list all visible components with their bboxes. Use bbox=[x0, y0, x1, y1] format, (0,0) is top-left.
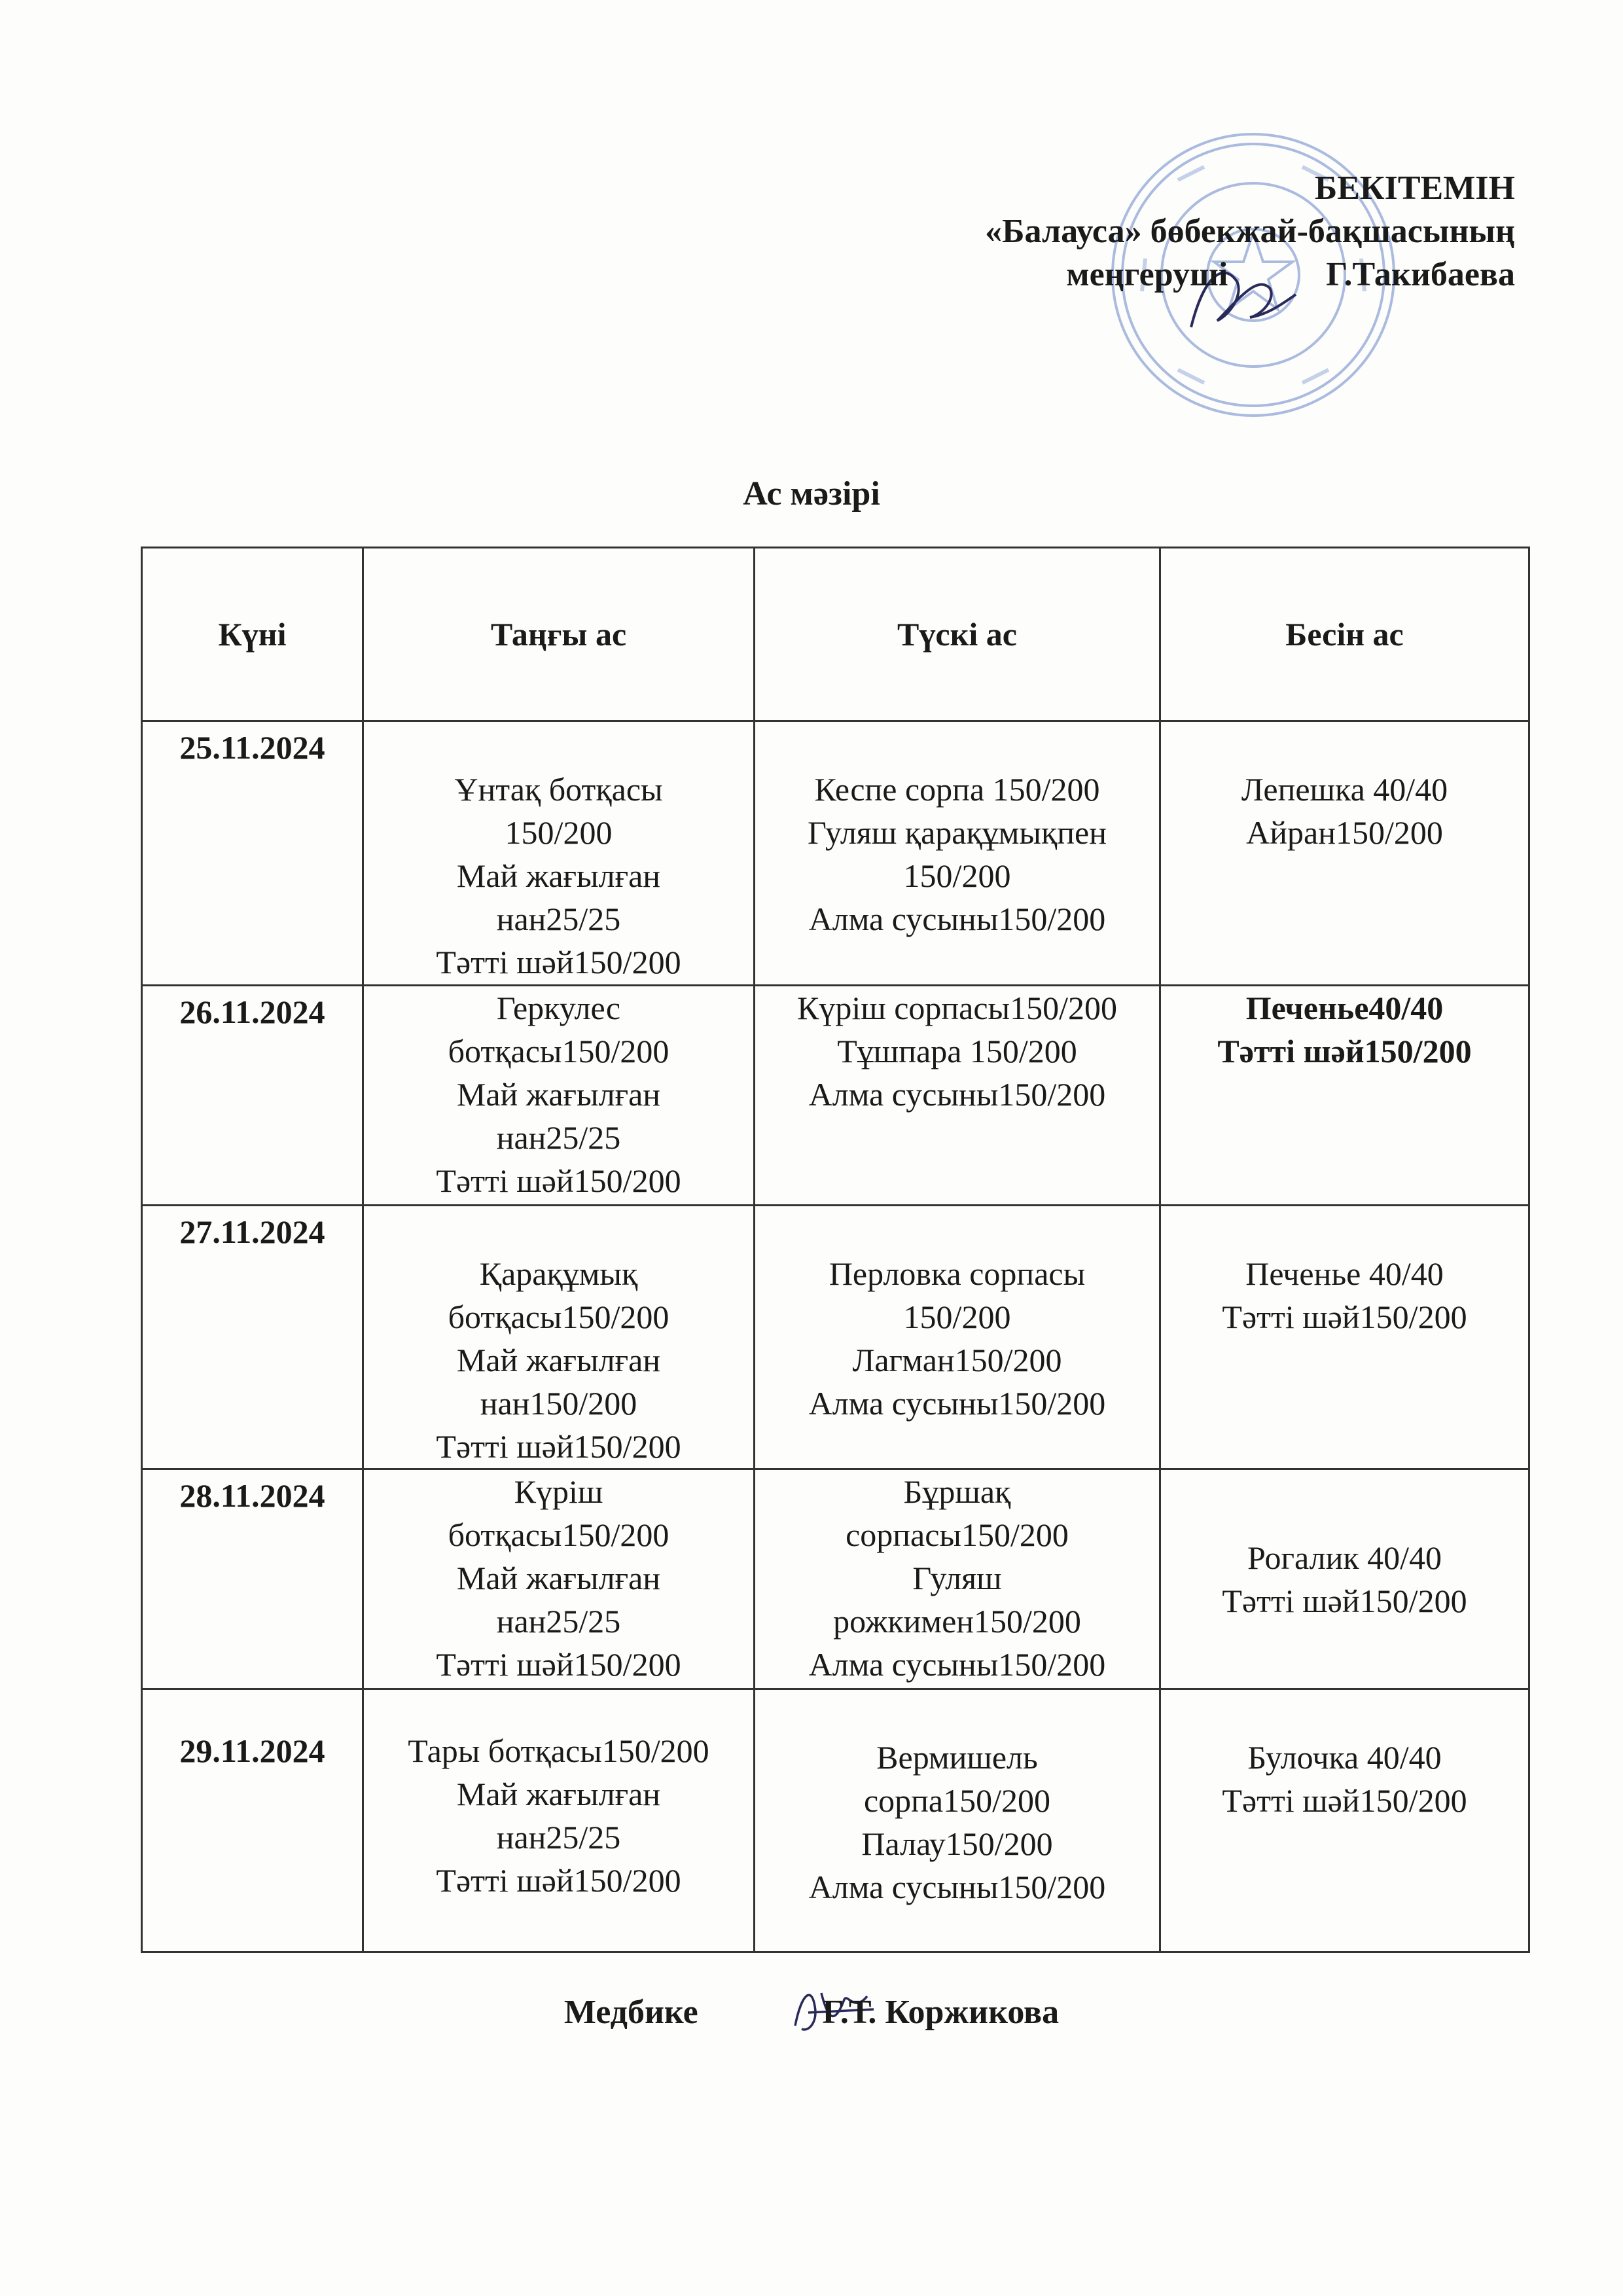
approval-signatory bbox=[730, 253, 1515, 296]
menu-item: Тәтті шәй150/200 bbox=[436, 1162, 681, 1199]
approval-organization: «Балауса» бөбекжай-бақшасының bbox=[985, 213, 1515, 250]
menu-item: ботқасы150/200 bbox=[448, 1299, 669, 1335]
menu-item: Палау150/200 bbox=[861, 1825, 1053, 1862]
menu-item: Май жағылған bbox=[456, 1560, 661, 1596]
table-row bbox=[142, 986, 1529, 1206]
table-header-row bbox=[142, 548, 1529, 721]
menu-item: сорпасы150/200 bbox=[846, 1516, 1069, 1553]
menu-item: нан150/200 bbox=[480, 1385, 637, 1422]
menu-item: Алма сусыны150/200 bbox=[808, 1076, 1106, 1113]
menu-item: Ұнтақ ботқасы bbox=[454, 771, 663, 808]
breakfast-cell bbox=[363, 1206, 755, 1469]
menu-item: Май жағылған bbox=[456, 857, 661, 894]
menu-item: Тәтті шәй150/200 bbox=[1222, 1299, 1467, 1335]
footer-name: Г.Т. Коржикова bbox=[822, 1994, 1060, 2031]
table-row bbox=[142, 1469, 1529, 1689]
menu-item: Тәтті шәй150/200 bbox=[1217, 1033, 1472, 1069]
breakfast-cell bbox=[363, 986, 755, 1206]
table-row bbox=[142, 721, 1529, 986]
menu-item: Печенье40/40 bbox=[1245, 990, 1444, 1026]
lunch-cell bbox=[755, 1206, 1160, 1469]
menu-item: Рогалик 40/40 bbox=[1247, 1539, 1442, 1576]
snack-cell bbox=[1160, 1206, 1529, 1469]
menu-item: нан25/25 bbox=[496, 901, 621, 937]
approval-name: Г.Такибаева bbox=[1326, 256, 1515, 293]
menu-item: Тәтті шәй150/200 bbox=[436, 944, 681, 980]
menu-item: Гуляш қарақұмықпен bbox=[808, 814, 1107, 851]
page-title: Ас мәзірі bbox=[743, 475, 880, 512]
header-lunch: Түскі ас bbox=[755, 548, 1160, 721]
menu-item: Лагман150/200 bbox=[852, 1342, 1062, 1378]
menu-table bbox=[141, 547, 1530, 1953]
menu-item: Май жағылған bbox=[456, 1776, 661, 1812]
menu-item: Тәтті шәй150/200 bbox=[1222, 1782, 1467, 1819]
menu-item: 150/200 bbox=[505, 814, 613, 851]
footer-role: Медбике bbox=[563, 1994, 698, 2031]
menu-item: нан25/25 bbox=[496, 1819, 621, 1856]
approval-position: меңгеруші bbox=[1066, 256, 1228, 293]
menu-item: Перловка сорпасы bbox=[829, 1255, 1086, 1292]
menu-item: Алма сусыны150/200 bbox=[808, 1385, 1106, 1422]
menu-item: нан25/25 bbox=[496, 1603, 621, 1640]
date-cell: 25.11.2024 bbox=[142, 721, 363, 986]
menu-item: 150/200 bbox=[903, 1299, 1011, 1335]
menu-item: Тары ботқасы150/200 bbox=[408, 1732, 709, 1769]
lunch-cell bbox=[755, 1469, 1160, 1689]
menu-item: ботқасы150/200 bbox=[448, 1516, 669, 1553]
header-snack: Бесін ас bbox=[1160, 548, 1529, 721]
menu-item: Алма сусыны150/200 bbox=[808, 901, 1106, 937]
menu-item: рожкимен150/200 bbox=[833, 1603, 1081, 1640]
footer-signatory bbox=[0, 1993, 1623, 2032]
menu-item: сорпа150/200 bbox=[863, 1782, 1051, 1819]
menu-item: Айран150/200 bbox=[1246, 814, 1443, 851]
menu-item: Қарақұмық bbox=[479, 1255, 638, 1292]
date-cell: 27.11.2024 bbox=[142, 1206, 363, 1469]
breakfast-cell bbox=[363, 1689, 755, 1952]
menu-item: Печенье 40/40 bbox=[1245, 1255, 1444, 1292]
breakfast-cell bbox=[363, 1469, 755, 1689]
lunch-cell bbox=[755, 1689, 1160, 1952]
menu-item: Тәтті шәй150/200 bbox=[436, 1428, 681, 1465]
menu-item: Кеспе сорпа 150/200 bbox=[814, 771, 1100, 808]
menu-item: Тұшпара 150/200 bbox=[837, 1033, 1077, 1069]
snack-cell bbox=[1160, 1469, 1529, 1689]
date-cell: 29.11.2024 bbox=[142, 1689, 363, 1952]
lunch-cell bbox=[755, 986, 1160, 1206]
approval-heading: БЕКІТЕМІН bbox=[1314, 170, 1515, 207]
menu-item: Тәтті шәй150/200 bbox=[436, 1646, 681, 1683]
header-day: Күні bbox=[142, 548, 363, 721]
header-breakfast: Таңғы ас bbox=[363, 548, 755, 721]
menu-item: 150/200 bbox=[903, 857, 1011, 894]
menu-item: Тәтті шәй150/200 bbox=[436, 1862, 681, 1899]
menu-item: Вермишель bbox=[876, 1739, 1038, 1776]
menu-item: Геркулес bbox=[496, 990, 621, 1026]
menu-item: Бұршақ bbox=[903, 1473, 1011, 1510]
snack-cell bbox=[1160, 986, 1529, 1206]
menu-item: ботқасы150/200 bbox=[448, 1033, 669, 1069]
approval-block bbox=[730, 167, 1515, 296]
date-cell: 26.11.2024 bbox=[142, 986, 363, 1206]
snack-cell bbox=[1160, 1689, 1529, 1952]
menu-item: Лепешка 40/40 bbox=[1241, 771, 1448, 808]
menu-item: Тәтті шәй150/200 bbox=[1222, 1582, 1467, 1619]
menu-item: нан25/25 bbox=[496, 1119, 621, 1156]
menu-item: Алма сусыны150/200 bbox=[808, 1646, 1106, 1683]
date-cell: 28.11.2024 bbox=[142, 1469, 363, 1689]
menu-item: Алма сусыны150/200 bbox=[808, 1869, 1106, 1905]
menu-item: Май жағылған bbox=[456, 1076, 661, 1113]
menu-item: Күріш bbox=[514, 1473, 603, 1510]
menu-item: Гуляш bbox=[912, 1560, 1002, 1596]
table-row bbox=[142, 1206, 1529, 1469]
menu-item: Булочка 40/40 bbox=[1247, 1739, 1442, 1776]
table-row bbox=[142, 1689, 1529, 1952]
snack-cell bbox=[1160, 721, 1529, 986]
lunch-cell bbox=[755, 721, 1160, 986]
menu-item: Күріш сорпасы150/200 bbox=[796, 990, 1118, 1026]
menu-item: Май жағылған bbox=[456, 1342, 661, 1378]
breakfast-cell bbox=[363, 721, 755, 986]
